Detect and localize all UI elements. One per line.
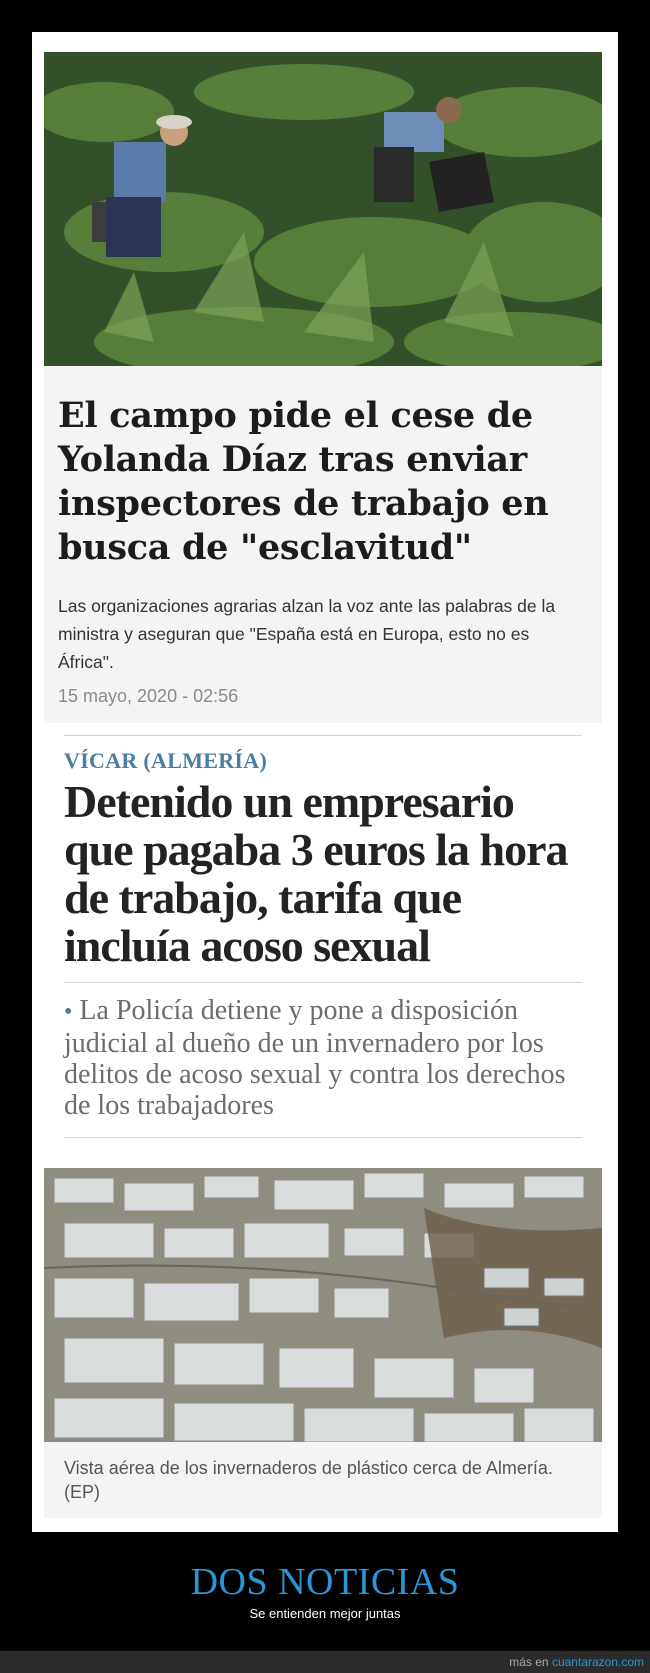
headline-2: Detenido un empresario que pagaba 3 euros la hora de trabajo, tarifa que incluía acoso sexual (64, 776, 568, 971)
farm-workers-illustration (44, 52, 602, 366)
divider-bottom (64, 1137, 582, 1138)
date-1: 15 mayo, 2020 - 02:56 (58, 686, 239, 706)
headline-1: El campo pide el cese de Yolanda Díaz tras enviar inspectores de trabajo en busca de "esclavitud" (58, 395, 549, 568)
footer-bar (0, 1651, 650, 1673)
meme-content (44, 52, 602, 1518)
meme-frame (32, 32, 618, 1532)
footer-prefix: más en (509, 1655, 549, 1669)
bullet-icon: • (64, 999, 73, 1025)
greenhouses-illustration (44, 1168, 602, 1442)
post-subtitle: Se entienden mejor juntas (249, 1606, 401, 1621)
lead-1: Las organizaciones agrarias alzan la voz ante las palabras de la ministra y aseguran que "España está en Europa, esto no es África". (58, 596, 556, 672)
lead-2 (64, 995, 582, 1121)
farm-workers-photo (44, 52, 602, 366)
post-title: DOS NOTICIAS (190, 1561, 460, 1603)
divider-top (64, 735, 582, 736)
divider-middle (64, 982, 582, 983)
section-label: VÍCAR (ALMERÍA) (64, 748, 268, 773)
lead-2-text: La Policía detiene y pone a disposición judicial al dueño de un invernadero por los delitos de acoso sexual y contra los derechos de los trabajadores (64, 995, 566, 1121)
greenhouses-aerial-photo (44, 1168, 602, 1442)
article-card-1 (44, 366, 602, 723)
photo-caption: Vista aérea de los invernaderos de plástico cerca de Almería. (EP) (44, 1442, 602, 1518)
article-card-2 (44, 723, 602, 1168)
footer-site-link[interactable]: cuantarazon.com (551, 1655, 644, 1669)
